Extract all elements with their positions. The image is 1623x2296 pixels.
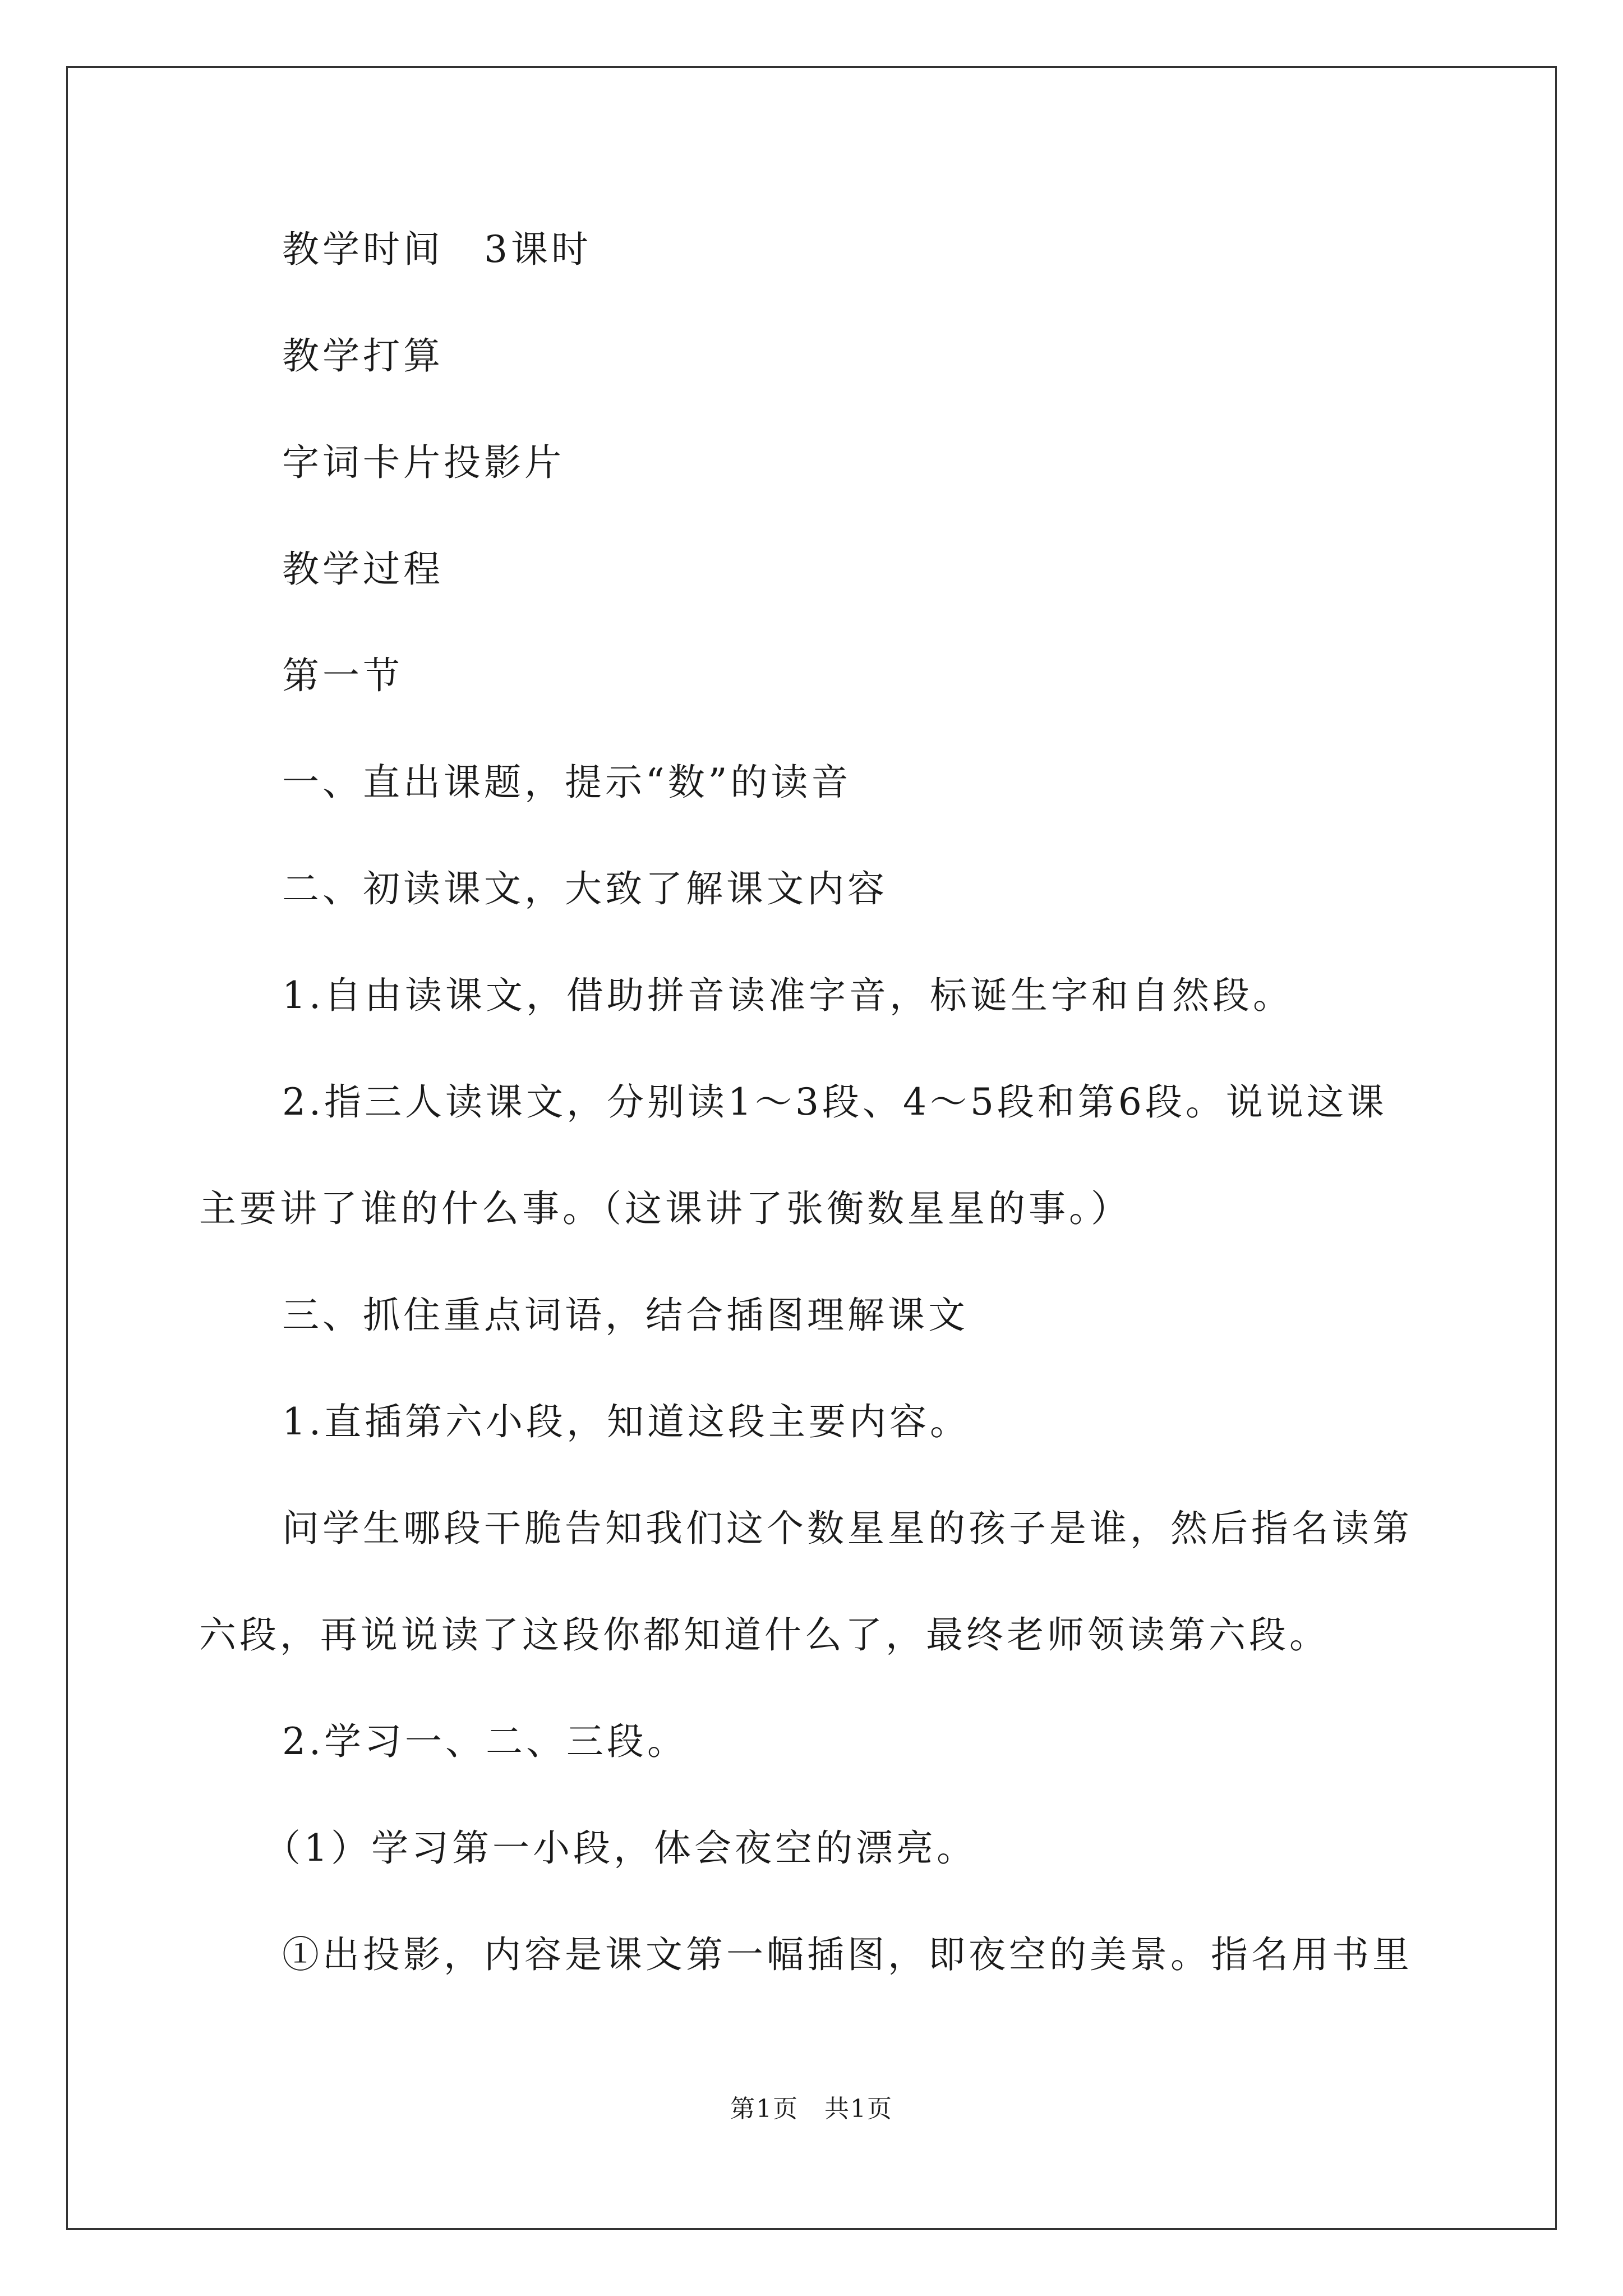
text-line: 1.自由读课文，借助拼音读准字音，标诞生字和自然段。 bbox=[282, 974, 1293, 1017]
text-line: 六段，再说说读了这段你都知道什么了，最终老师领读第六段。 bbox=[199, 1613, 1330, 1657]
text-line: 一、直出课题，提示“数”的读音 bbox=[282, 761, 852, 804]
text-line: 二、初读课文，大致了解课文内容 bbox=[282, 867, 888, 910]
text-line: 三、抓住重点词语，结合插图理解课文 bbox=[282, 1294, 969, 1337]
text-line: 教学时间 3课时 bbox=[282, 228, 592, 271]
text-line: 1.直插第六小段，知道这段主要内容。 bbox=[282, 1400, 970, 1443]
text-line: 主要讲了谁的什么事。（这课讲了张衡数星星的事。） bbox=[199, 1187, 1131, 1230]
text-line: 2.学习一、二、三段。 bbox=[282, 1720, 688, 1763]
text-line: （1）学习第一小段，体会夜空的漂亮。 bbox=[264, 1826, 977, 1870]
text-line: 第一节 bbox=[282, 654, 403, 697]
text-line: 问学生哪段干脆告知我们这个数星星的孩子是谁，然后指名读第 bbox=[282, 1507, 1413, 1550]
text-line: 字词卡片投影片 bbox=[282, 441, 565, 484]
page-border bbox=[66, 66, 1557, 2230]
page-number: 第1页 共1页 bbox=[730, 2095, 893, 2123]
text-line: 教学打算 bbox=[282, 334, 444, 378]
text-line: ①出投影，内容是课文第一幅插图，即夜空的美景。指名用书里 bbox=[282, 1933, 1413, 1976]
text-line: 2.指三人读课文，分别读1～3段、4～5段和第6段。说说这课 bbox=[282, 1080, 1387, 1124]
text-line: 教学过程 bbox=[282, 547, 444, 591]
